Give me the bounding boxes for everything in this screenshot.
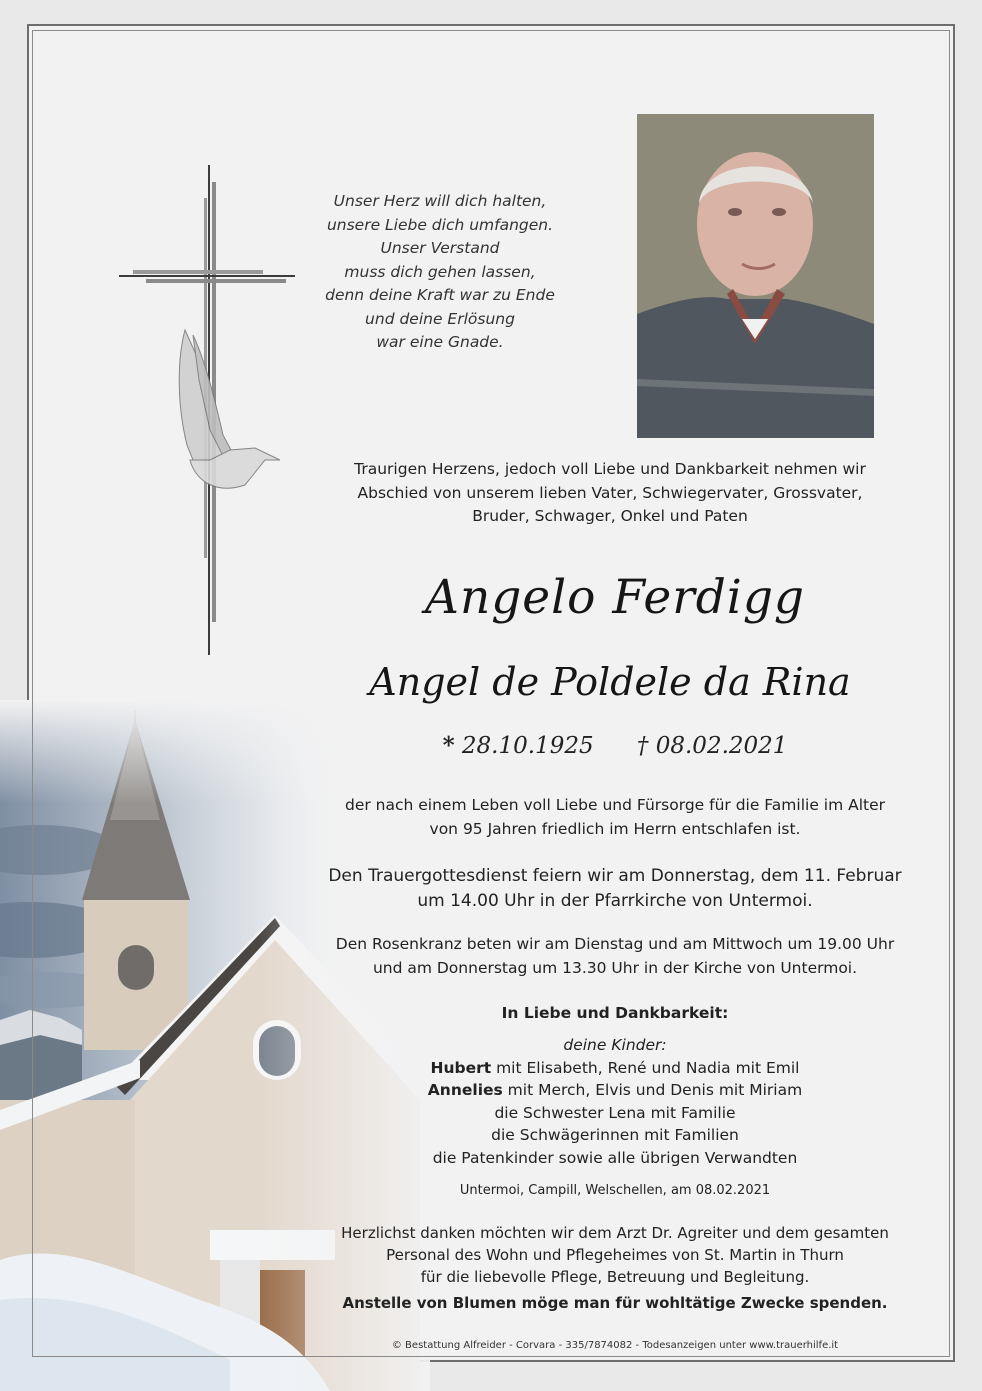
child-name: Annelies (427, 1081, 503, 1099)
birth-date (443, 733, 594, 759)
child-name: Hubert (430, 1058, 492, 1077)
intro-line: Traurigen Herzens, jedoch voll Liebe und Dankbarkeit nehmen wir (354, 460, 866, 478)
mourner-line: die Patenkinder sowie alle übrigen Verwandten (432, 1148, 798, 1167)
poem-line: denn deine Kraft war zu Ende (325, 286, 555, 304)
poem-line: Unser Herz will dich halten, (333, 192, 547, 210)
service-line: Den Trauergottesdienst feiern wir am Donnerstag, dem 11. Februar (328, 866, 902, 886)
poem-line: Unser Verstand (380, 239, 500, 257)
child-family: mit Merch, Elvis und Denis mit Miriam (502, 1081, 803, 1099)
thanks-line: Personal des Wohn und Pflegeheimes von St. Martin in Thurn (386, 1246, 844, 1264)
life-line: von 95 Jahren friedlich im Herrn entschlafen ist. (429, 819, 801, 838)
mourner-line (290, 1079, 940, 1102)
mourner-line: die Schwägerinnen mit Familien (491, 1126, 739, 1144)
death-cross-icon: † (636, 733, 649, 759)
death-date-value: 08.02.2021 (655, 733, 788, 759)
thanks-text (290, 1222, 940, 1288)
child-family: mit Elisabeth, René und Nadia mit Emil (491, 1058, 800, 1077)
praying-hands (179, 330, 280, 488)
thanks-line: Herzlichst danken möchten wir dem Arzt Dr. Agreiter und dem gesamten (341, 1224, 889, 1242)
thanks-line: für die liebevolle Pflege, Betreuung und Begleitung. (420, 1268, 810, 1286)
life-dates (380, 732, 850, 759)
life-text (290, 794, 940, 841)
poem-line: unsere Liebe dich umfangen. (326, 215, 554, 234)
place-date: Untermoi, Campill, Welschellen, am 08.02.2021 (459, 1183, 771, 1198)
death-date (637, 733, 788, 759)
poem-line: muss dich gehen lassen, (344, 262, 536, 281)
poem-line: und deine Erlösung (365, 309, 515, 328)
service-text (290, 864, 940, 914)
service-line: um 14.00 Uhr in der Pfarrkirche von Untermoi. (417, 891, 813, 911)
deceased-name: Angelo Ferdigg (425, 570, 805, 625)
mourners-heading: In Liebe und Dankbarkeit: (501, 1004, 729, 1022)
intro-line: Abschied von unserem lieben Vater, Schwiegervater, Grossvater, (357, 483, 863, 502)
birth-star-icon: * (442, 732, 455, 759)
birth-date-value: 28.10.1925 (461, 733, 594, 759)
intro-line: Bruder, Schwager, Onkel und Paten (472, 507, 748, 525)
rosary-text (290, 933, 940, 980)
portrait-photo (637, 114, 874, 438)
deceased-alias: Angel de Poldele da Rina (369, 660, 851, 704)
mourners-list (290, 1034, 940, 1169)
rosary-line: und am Donnerstag um 13.30 Uhr in der Kirche von Untermoi. (372, 958, 858, 977)
poem (300, 190, 580, 355)
donation-text: Anstelle von Blumen möge man für wohltätige Zwecke spenden. (342, 1294, 888, 1312)
portrait-illustration (637, 114, 874, 438)
mourner-line (290, 1057, 940, 1080)
life-line: der nach einem Leben voll Liebe und Fürsorge für die Familie im Alter (344, 796, 886, 814)
poem-line: war eine Gnade. (376, 333, 504, 351)
mourner-line: die Schwester Lena mit Familie (494, 1103, 736, 1122)
footer-credit: © Bestattung Alfreider - Corvara - 335/7874082 - Todesanzeigen unter www.trauerhilfe.it (391, 1340, 839, 1351)
cross-praying-hands-icon (115, 160, 295, 660)
rosary-line: Den Rosenkranz beten wir am Dienstag und am Mittwoch um 19.00 Uhr (335, 935, 895, 953)
intro-text (300, 458, 920, 529)
children-label: deine Kinder: (563, 1036, 667, 1054)
